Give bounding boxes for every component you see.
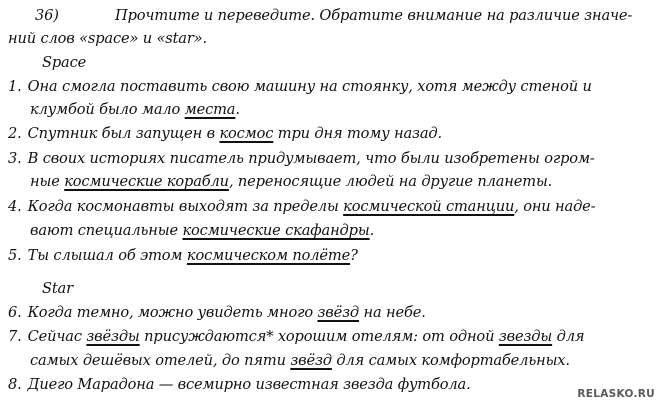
underlined-term: космические скафандры <box>182 222 370 239</box>
sentence-7-line-2 <box>30 352 570 370</box>
sentence-1-line-1 <box>8 78 592 96</box>
sentence-text: . <box>235 101 240 118</box>
sentence-number: 1. <box>8 78 22 95</box>
sentence-number: 5. <box>8 247 22 264</box>
sentence-number: 6. <box>8 304 22 321</box>
underlined-term: звёзды <box>86 328 140 345</box>
sentence-6-line-1 <box>8 304 426 322</box>
underlined-term: космической станции <box>343 198 515 215</box>
sentence-text: Спутник был запущен в <box>27 125 220 142</box>
sentence-8-line-1 <box>8 376 471 394</box>
star-heading: Star <box>42 280 73 297</box>
sentence-number: 3. <box>8 150 22 167</box>
sentence-text: В своих историях писатель придумывает, что были изобретены огром- <box>27 150 595 167</box>
sentence-5-line-1 <box>8 247 358 265</box>
sentence-4-line-2 <box>30 222 374 240</box>
sentence-number: 2. <box>8 125 22 142</box>
instruction-line-1: Прочтите и переведите. Обратите внимание на различие значе- <box>115 7 633 24</box>
sentence-text: Ты слышал об этом <box>27 247 187 264</box>
watermark: RELASKO.RU <box>577 388 655 400</box>
sentence-text: , переносящие людей на другие планеты. <box>228 173 553 190</box>
sentence-text: на небе. <box>359 304 426 321</box>
sentence-text: Сейчас <box>27 328 87 345</box>
underlined-term: места <box>184 101 236 118</box>
sentence-3-line-2 <box>30 173 552 191</box>
sentence-number: 4. <box>8 198 22 215</box>
sentence-text: Когда космонавты выходят за пределы <box>27 198 344 215</box>
sentence-text: Она смогла поставить свою машину на стоянку, хотя между стеной и <box>27 78 592 95</box>
exercise-number: 36) <box>35 7 59 24</box>
underlined-term: космические корабли <box>64 173 229 190</box>
sentence-3-line-1 <box>8 150 595 168</box>
underlined-term: звезды <box>498 328 553 345</box>
underlined-term: звёзд <box>317 304 360 321</box>
sentence-number: 7. <box>8 328 22 345</box>
instruction-line-2: ний слов «space» и «star». <box>8 30 207 47</box>
sentence-text: присуждаются* хорошим отелям: от одной <box>139 328 499 345</box>
sentence-text: ные <box>30 173 65 190</box>
sentence-text: клумбой было мало <box>30 101 185 118</box>
sentence-text: для самых комфортабельных. <box>331 352 570 369</box>
sentence-text: Когда темно, можно увидеть много <box>27 304 318 321</box>
sentence-text: самых дешёвых отелей, до пяти <box>30 352 291 369</box>
sentence-text: Диего Марадона — всемирно известная звезда футбола. <box>27 376 471 393</box>
sentence-text: три дня тому назад. <box>273 125 443 142</box>
sentence-text: . <box>369 222 375 239</box>
sentence-number: 8. <box>8 376 22 393</box>
sentence-text: ? <box>350 247 358 264</box>
sentence-2-line-1 <box>8 125 442 143</box>
underlined-term: космос <box>219 125 274 142</box>
sentence-4-line-1 <box>8 198 595 216</box>
underlined-term: космическом полёте <box>186 247 351 264</box>
sentence-1-line-2 <box>30 101 240 119</box>
sentence-text: вают специальные <box>30 222 183 239</box>
space-heading: Space <box>42 54 87 71</box>
underlined-term: звёзд <box>290 352 332 369</box>
sentence-text: для <box>552 328 585 345</box>
sentence-text: , они наде- <box>514 198 596 215</box>
sentence-7-line-1 <box>8 328 584 346</box>
